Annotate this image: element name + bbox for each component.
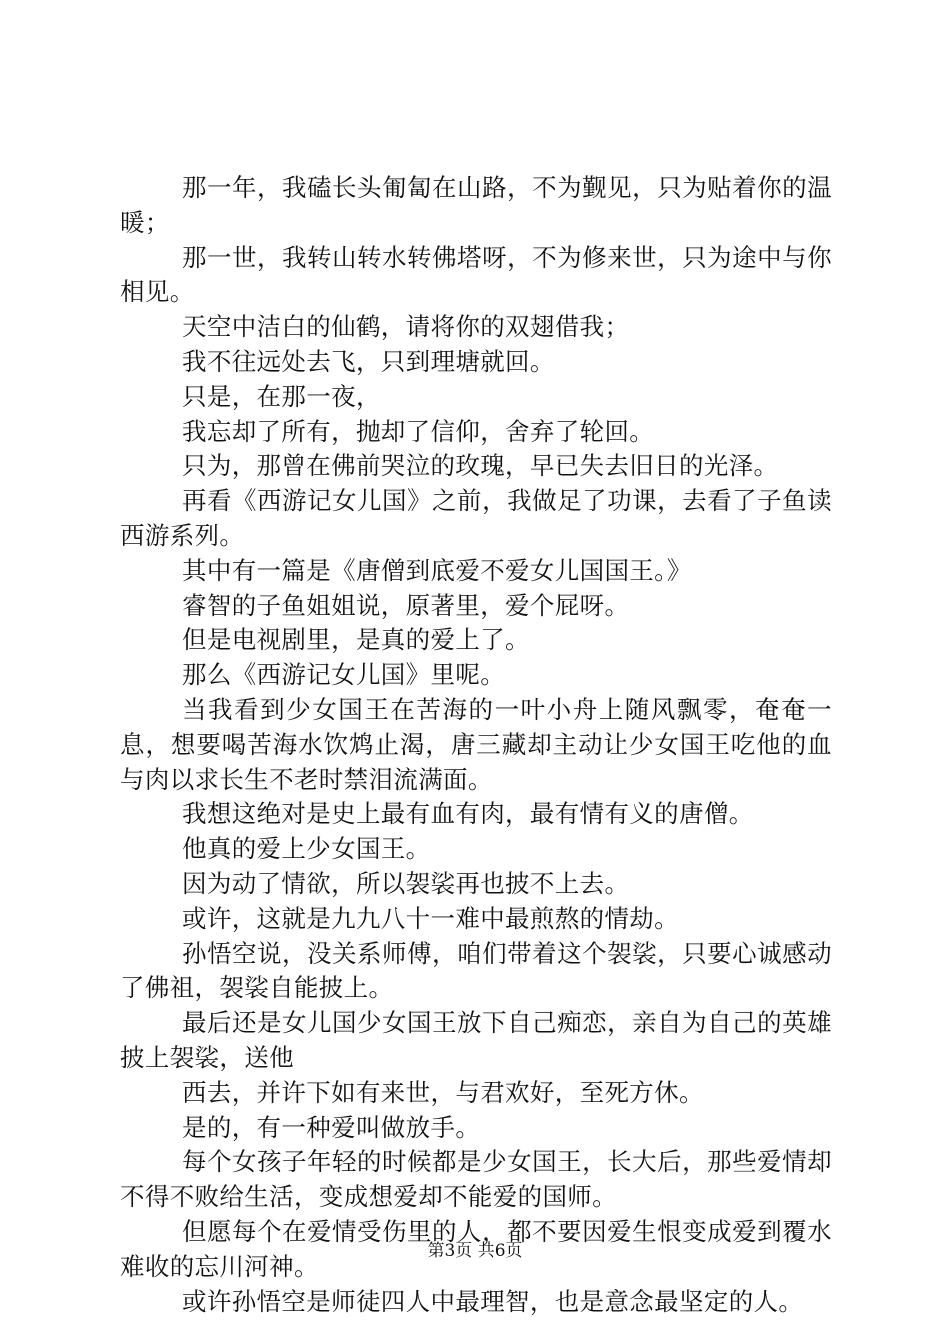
paragraph: 西去，并许下如有来世，与君欢好，至死方休。 [182,1077,704,1107]
paragraph: 每个女孩子年轻的时候都是少女国王，长大后，那些爱情却不得不败给生活，变成想爱却不能爱的国师。 [120,1147,832,1212]
paragraph: 只为，那曾在佛前哭泣的玫瑰，早已失去旧日的光泽。 [182,451,779,481]
paragraph: 我想这绝对是史上最有血有肉，最有情有义的唐僧。 [182,799,754,829]
paragraph: 那么《西游记女儿国》里呢。 [182,660,506,690]
paragraph: 但愿每个在爱情受伤里的人，都不要因爱生恨变成爱到覆水难收的忘川河神。 [120,1216,832,1281]
paragraph: 因为动了情欲，所以袈裟再也披不上去。 [182,868,630,898]
paragraph: 或许孙悟空是师徒四人中最理智，也是意念最坚定的人。 [182,1286,804,1316]
body-text [120,171,832,1319]
paragraph: 那一世，我转山转水转佛塔呀，不为修来世，只为途中与你相见。 [120,242,832,307]
paragraph: 孙悟空说，没关系师傅，咱们带着这个袈裟，只要心诚感动了佛祖，袈裟自能披上。 [120,938,832,1003]
paragraph: 我不往远处去飞，只到理塘就回。 [182,346,555,376]
paragraph: 他真的爱上少女国王。 [182,834,431,864]
paragraph: 其中有一篇是《唐僧到底爱不爱女儿国国王。》 [182,555,692,585]
paragraph: 只是，在那一夜， [182,381,381,411]
paragraph: 最后还是女儿国少女国王放下自己痴恋，亲自为自己的英雄披上袈裟，送他 [120,1008,832,1072]
paragraph: 那一年，我磕长头匍匐在山路，不为觐见，只为贴着你的温暖； [120,173,832,237]
paragraph: 是的，有一种爱叫做放手。 [182,1112,481,1142]
paragraph: 睿智的子鱼姐姐说，原著里，爱个屁呀。 [182,590,630,620]
paragraph: 但是电视剧里，是真的爱上了。 [182,625,530,655]
paragraph: 我忘却了所有，抛却了信仰，舍弃了轮回。 [182,416,655,446]
paragraph: 再看《西游记女儿国》之前，我做足了功课，去看了子鱼读西游系列。 [120,486,832,550]
paragraph: 当我看到少女国王在苦海的一叶小舟上随风飘零，奄奄一息，想要喝苦海水饮鸩止渴，唐三藏却主动让少女国王吃他的血与肉以求长生不老时禁泪流满面。 [120,694,832,794]
paragraph: 天空中洁白的仙鹤，请将你的双翅借我； [182,312,630,342]
paragraph: 或许，这就是九九八十一难中最煎熬的情劫。 [182,903,679,933]
page-number-footer: 第3页 共6页 [427,1241,523,1261]
